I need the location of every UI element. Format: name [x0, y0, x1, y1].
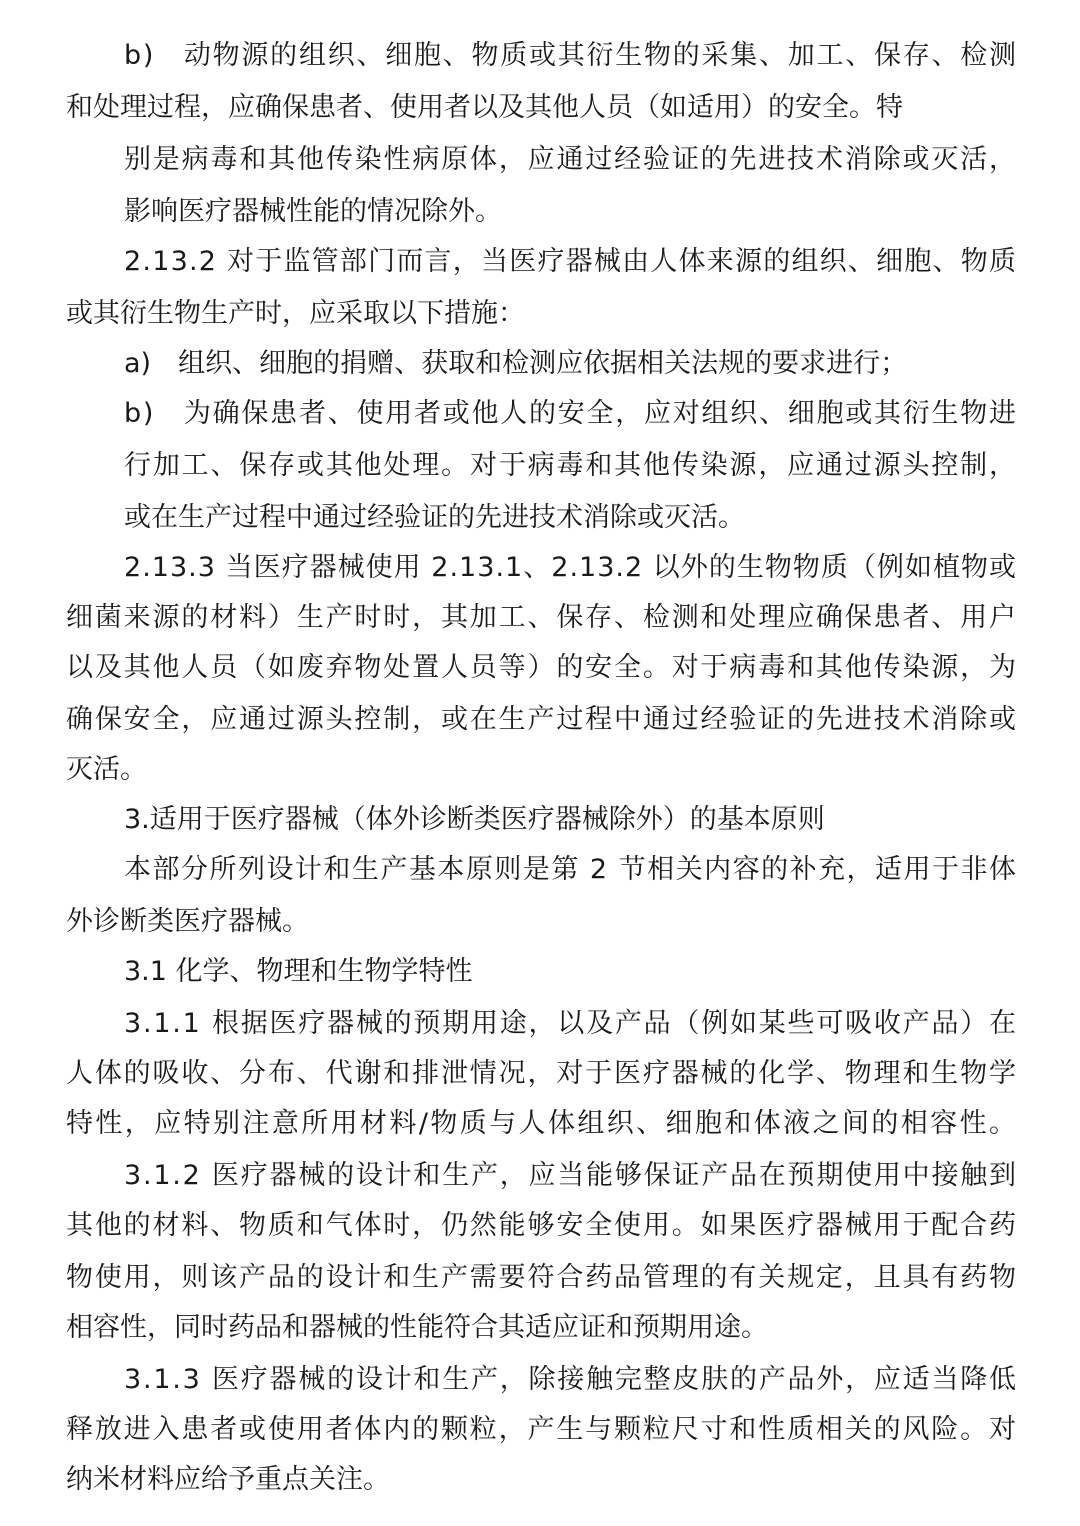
text-line: 外诊断类医疗器械。 [66, 906, 309, 937]
text-line: 3.1.3 医疗器械的设计和生产，除接触完整皮肤的产品外，应适当降低 [124, 1364, 1018, 1395]
text-line: 影响医疗器械性能的情况除外。 [124, 196, 502, 227]
text-line: 2.13.2 对于监管部门而言，当医疗器械由人体来源的组织、细胞、物质 [124, 246, 1018, 277]
text-line: 细菌来源的材料）生产时时，其加工、保存、检测和处理应确保患者、用户 [66, 602, 1018, 633]
text-line: 以及其他人员（如废弃物处置人员等）的安全。对于病毒和其他传染源，为 [66, 652, 1018, 683]
text-line: 人体的吸收、分布、代谢和排泄情况，对于医疗器械的化学、物理和生物学 [66, 1058, 1018, 1089]
text-line: 或在生产过程中通过经验证的先进技术消除或灭活。 [124, 502, 745, 533]
text-line: 灭活。 [66, 754, 147, 785]
text-line: 别是病毒和其他传染性病原体，应通过经验证的先进技术消除或灭活， [124, 144, 1018, 175]
text-line: 和处理过程，应确保患者、使用者以及其他人员（如适用）的安全。特 [66, 92, 903, 123]
text-line: 3.1.1 根据医疗器械的预期用途，以及产品（例如某些可吸收产品）在 [124, 1008, 1018, 1039]
text-line: 释放进入患者或使用者体内的颗粒，产生与颗粒尺寸和性质相关的风险。对 [66, 1414, 1018, 1445]
text-line: 3.1.2 医疗器械的设计和生产，应当能够保证产品在预期使用中接触到 [124, 1160, 1018, 1191]
text-line: 其他的材料、物质和气体时，仍然能够安全使用。如果医疗器械用于配合药 [66, 1210, 1018, 1241]
text-line: 纳米材料应给予重点关注。 [66, 1464, 390, 1495]
text-line: 相容性，同时药品和器械的性能符合其适应证和预期用途。 [66, 1312, 768, 1343]
text-line: 行加工、保存或其他处理。对于病毒和其他传染源，应通过源头控制， [124, 450, 1018, 481]
text-line: 物使用，则该产品的设计和生产需要符合药品管理的有关规定，且具有药物 [66, 1262, 1018, 1293]
text-line: 本部分所列设计和生产基本原则是第 2 节相关内容的补充，适用于非体 [124, 854, 1018, 885]
text-line: 确保安全，应通过源头控制，或在生产过程中通过经验证的先进技术消除或 [66, 704, 1018, 735]
text-line: 3.适用于医疗器械（体外诊断类医疗器械除外）的基本原则 [124, 804, 825, 835]
text-line: 2.13.3 当医疗器械使用 2.13.1、2.13.2 以外的生物物质（例如植物或 [124, 552, 1018, 583]
text-line: 或其衍生物生产时，应采取以下措施： [66, 298, 525, 329]
text-line: b) 动物源的组织、细胞、物质或其衍生物的采集、加工、保存、检测 [124, 40, 1018, 71]
text-line: 3.1 化学、物理和生物学特性 [124, 956, 473, 987]
text-line: a) 组织、细胞的捐赠、获取和检测应依据相关法规的要求进行； [124, 348, 908, 379]
text-line: 特性，应特别注意所用材料/物质与人体组织、细胞和体液之间的相容性。 [66, 1108, 1019, 1139]
text-line: b) 为确保患者、使用者或他人的安全，应对组织、细胞或其衍生物进 [124, 398, 1018, 429]
